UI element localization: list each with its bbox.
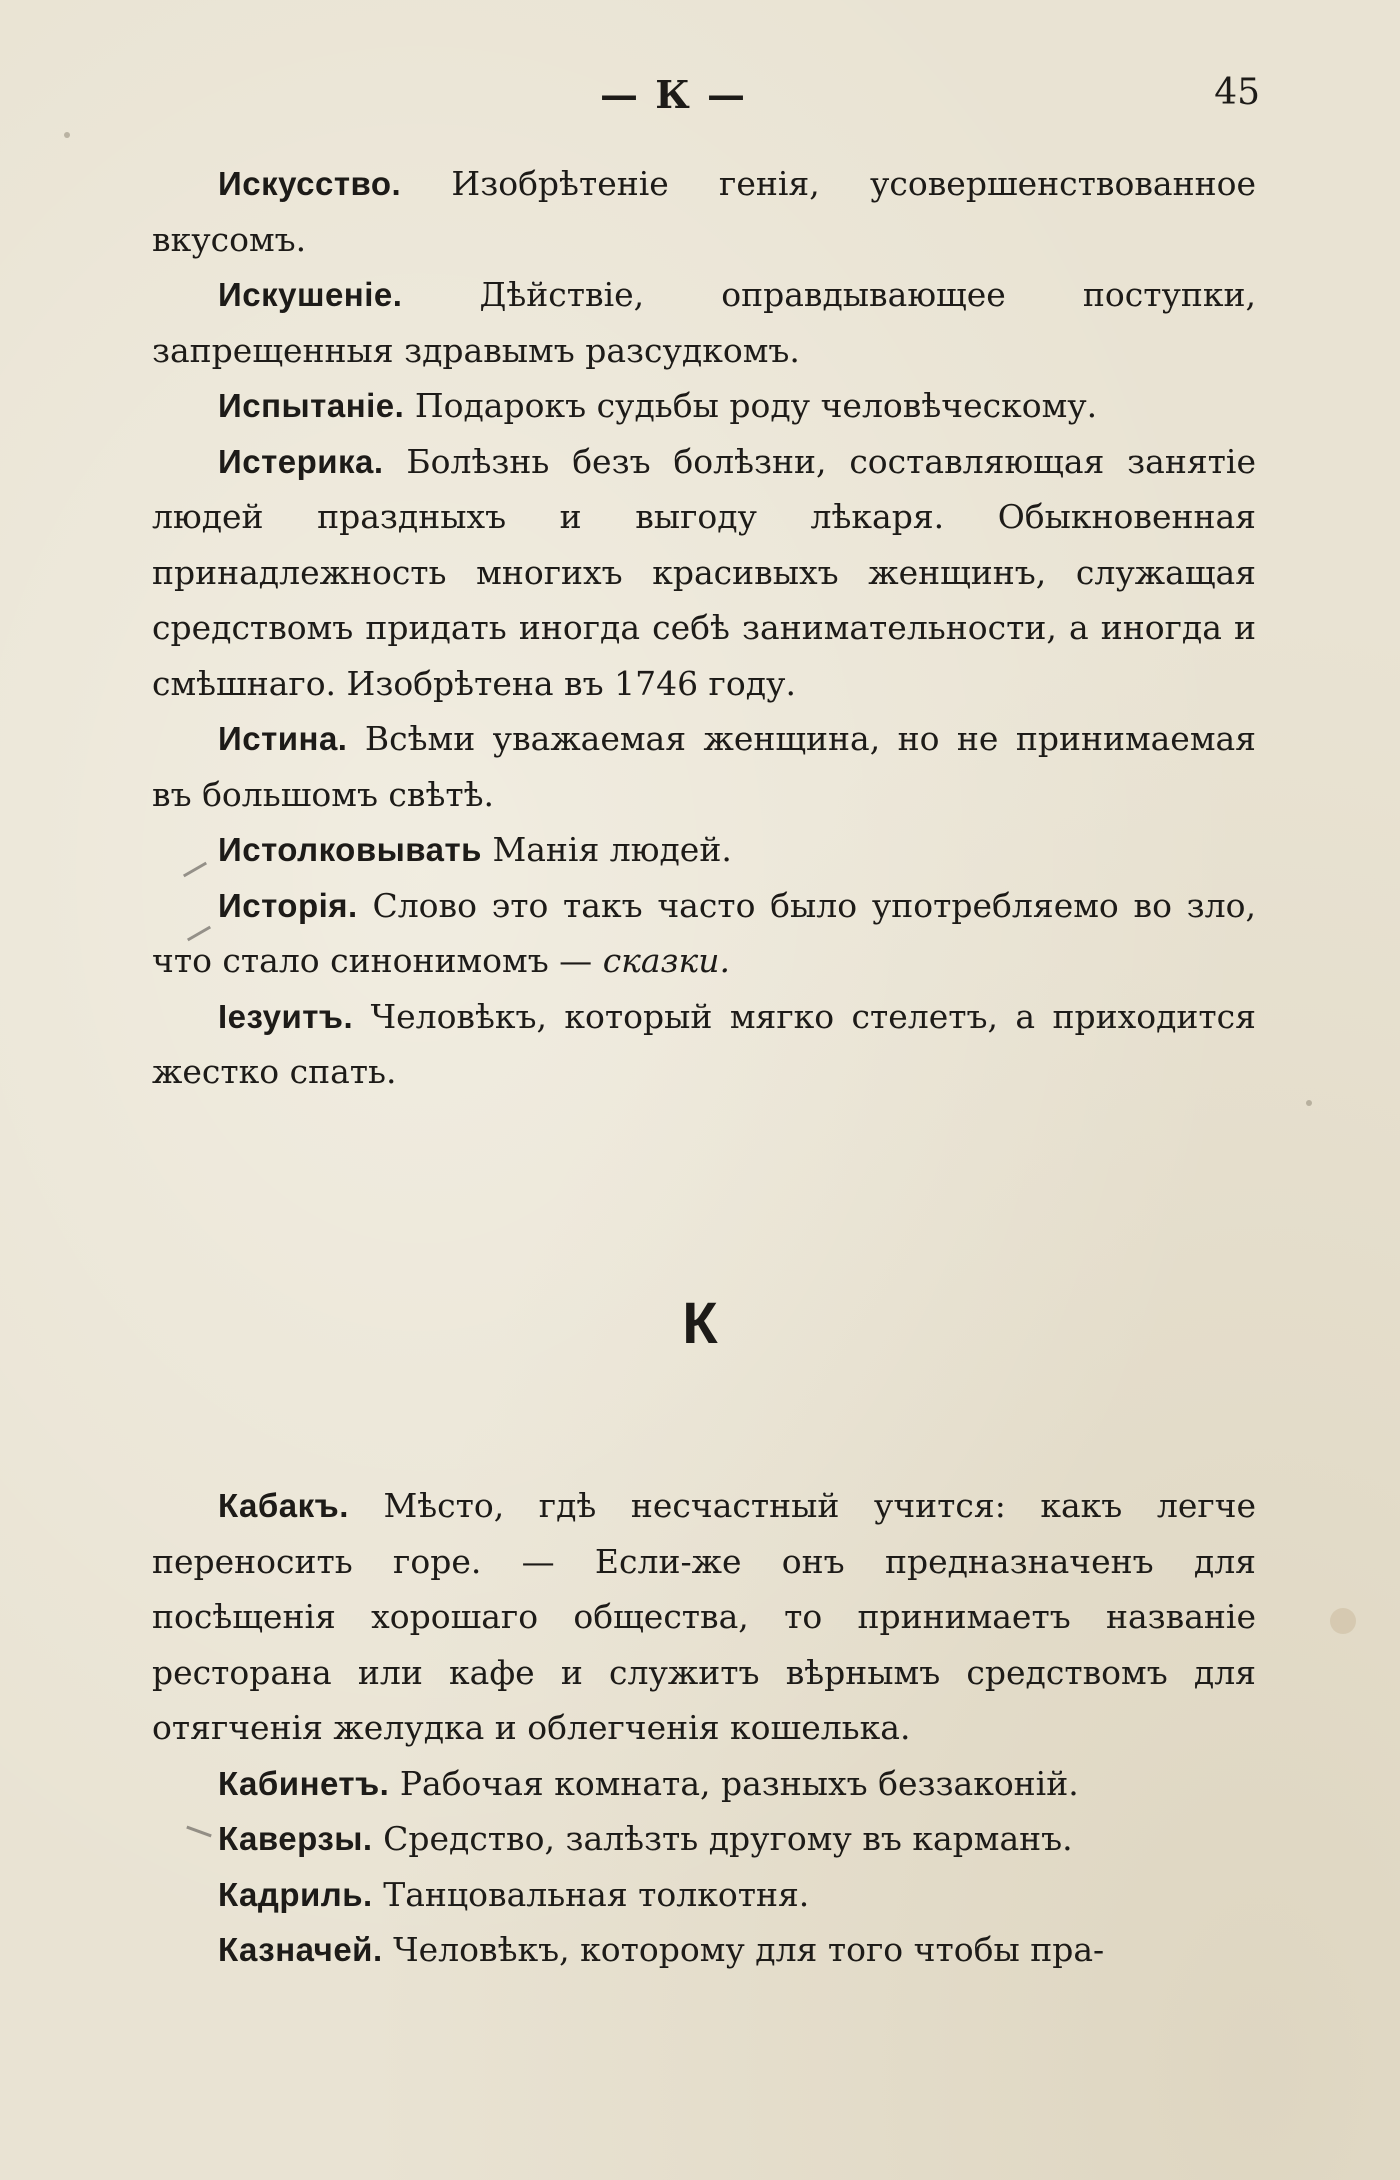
entry-definition: Средство, залѣзть другому въ карманъ. [383,1819,1073,1858]
entry-definition: Человѣкъ, который мягко стелетъ, а приходится жестко спать. [152,996,1256,1091]
entry-definition: Всѣми уважаемая женщина, но не принимаемая въ большомъ свѣтѣ. [152,719,1256,814]
entries-block-k [152,1478,1256,1978]
entry-istina [152,711,1256,822]
entry-term: Искусство. [218,165,402,202]
entry-kabinet [152,1756,1256,1812]
entry-istolkovyvat [152,822,1256,878]
entries-block-i [152,156,1256,1100]
entry-term: Истерика. [218,442,384,480]
paper-speck [64,132,70,138]
entry-term: Кадриль. [218,1875,373,1913]
entry-definition: Дѣйствіе, оправдывающее поступки, запрещенныя здравымъ разсудкомъ. [152,275,1256,370]
entry-term: Испытаніе. [218,387,405,424]
entry-definition: Рабочая комната, разныхъ беззаконій. [399,1763,1079,1803]
entry-istoriya [152,878,1256,989]
entry-kaverzy [152,1811,1256,1867]
entry-term: Казначей. [218,1931,383,1968]
entry-kadril [152,1867,1256,1923]
entry-definition: Изобрѣтеніе генія, усовершенствованное вкусомъ. [152,164,1256,259]
entry-isterika [152,434,1256,712]
entry-term: Истолковывать [218,831,482,868]
entry-ispytanie [152,378,1256,434]
entry-iezuit [152,989,1256,1100]
entry-definition: Танцовальная толкотня. [383,1874,810,1914]
entry-kaznachei [152,1922,1256,1978]
entry-term: Каверзы. [218,1820,373,1857]
entry-definition: Подарокъ судьбы роду человѣческому. [414,386,1098,425]
entry-definition: Болѣзнь безъ болѣзни, составляющая занятіе людей праздныхъ и выгоду лѣкаря. Обыкновенная принадлежность многихъ красивыхъ женщинъ, служащая средствомъ придать иногда себѣ занимательности, а иногда и смѣшнаго. Изобрѣтена въ 1746 году. [152,441,1257,703]
entry-term: Исторія. [218,886,358,924]
running-head: — К — [600,72,748,117]
section-letter-heading: К [682,1291,718,1356]
paper-stain [1330,1608,1356,1634]
entry-definition: Человѣкъ, которому для того чтобы пра- [393,1930,1105,1969]
entry-iskushenie [152,267,1256,378]
entry-kabak [152,1478,1256,1756]
entry-term: Искушеніе. [218,276,403,313]
entry-iskusstvo [152,156,1256,267]
entry-term: Кабакъ. [218,1487,349,1524]
page-header [0,72,1400,118]
entry-definition: Манія людей. [492,830,732,869]
entry-definition-italic: сказки. [602,941,730,980]
entry-definition: Мѣсто, гдѣ несчастный учится: какъ легче переносить горе. — Если-же онъ предназначенъ для посѣщенія хорошаго общества, то принимаетъ названіе ресторана или кафе и служитъ вѣрнымъ средствомъ для отягченія желудка и облегченія кошелька. [152,1486,1256,1747]
entry-term: Кабинетъ. [218,1764,390,1802]
paper-speck [1306,1100,1312,1106]
entry-term: Іезуитъ. [218,997,354,1035]
entry-term: Истина. [218,720,348,757]
page-number: 45 [1214,72,1260,113]
entry-definition: Слово это такъ часто было употребляемо во зло, что стало синонимомъ — [152,885,1256,980]
